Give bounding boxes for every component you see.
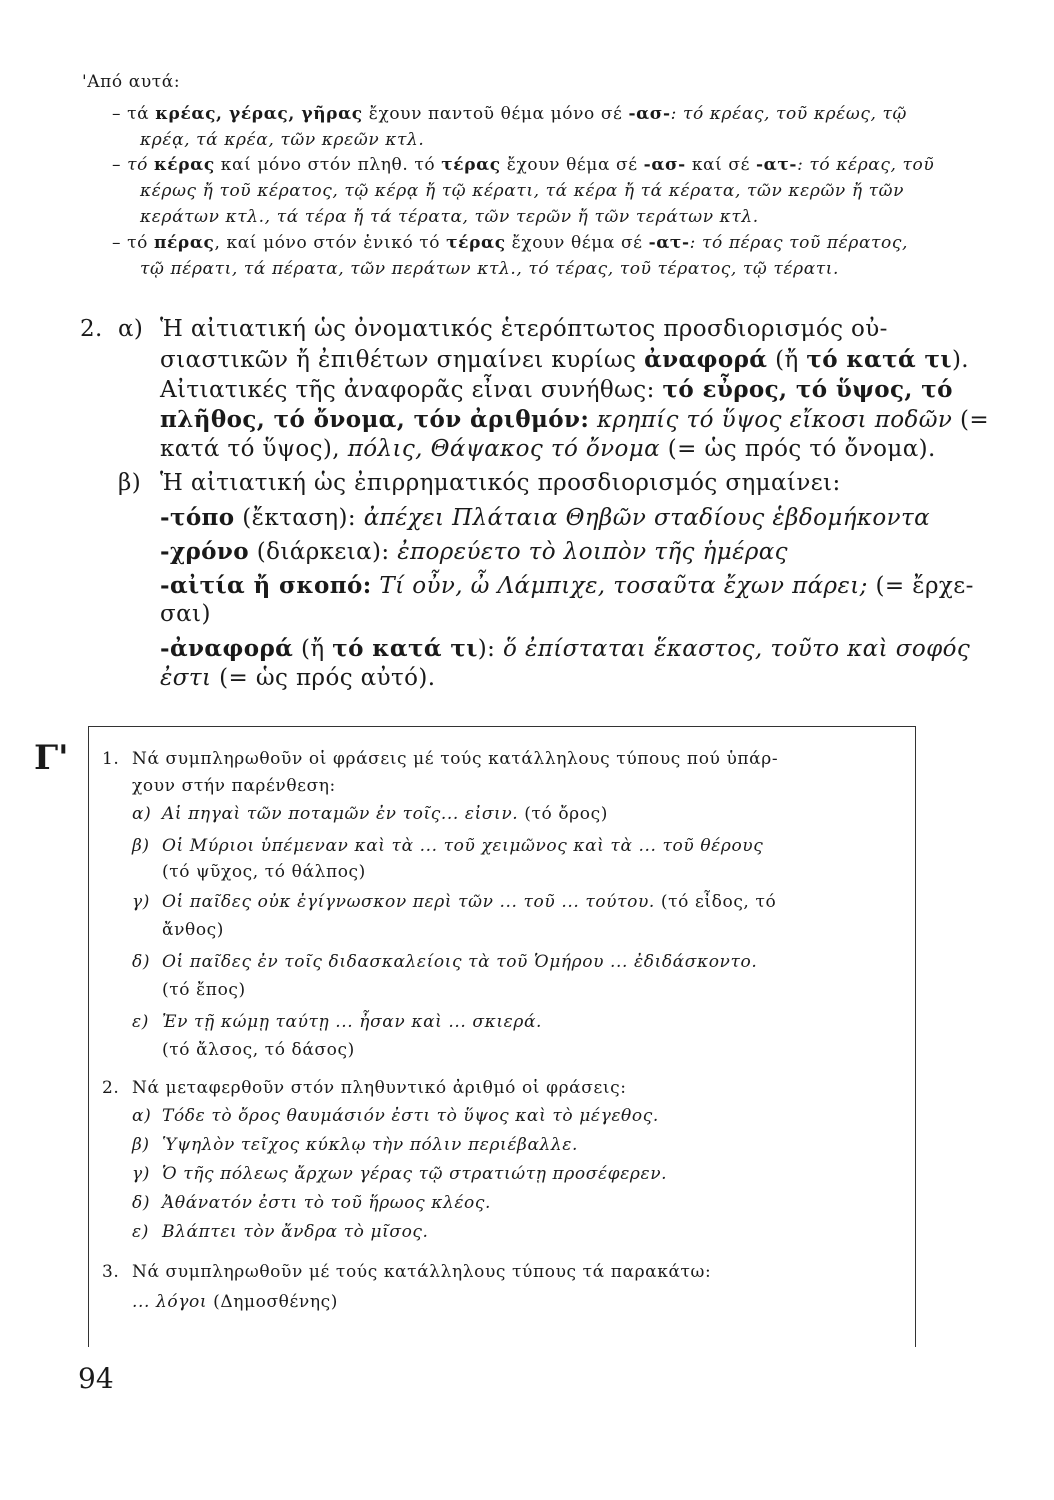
text-run: ... λόγοι [132,1292,214,1312]
text-run: ἀναφορά [644,346,768,373]
text-run: Οἱ παῖδες ἐν τοῖς διδασκαλείοις τὰ τοῦ Ὁμήρου ... ἐδιδάσκοντο. [162,952,758,972]
page-number: 94 [78,1362,114,1395]
text-run: κεράτων κτλ., τά τέρα ἤ τά τέρατα, τῶν τερῶν ἤ τῶν τεράτων κτλ. [140,207,759,227]
text-run: Τόδε τὸ ὄρος θαυμάσιόν ἐστι τὸ ὕψος καὶ τὸ μέγεθος. [162,1106,659,1126]
text-run: τῷ πέρατι, τά πέρατα, τῶν περάτων κτλ., τό τέρας, τοῦ τέρατος, τῷ τέρατι. [140,259,840,279]
exercise-item [162,804,608,824]
item-label: δ) [132,1193,151,1213]
text-run: ἐπορεύετο τὸ λοιπὸν τῆς ἡμέρας [397,539,788,565]
bullet-line [112,155,934,175]
text-run: Βλάπτει τὸν ἄνδρα τὸ μῖσος. [162,1222,429,1242]
text-run: -τόπο [160,504,235,531]
exercise-item [162,1193,491,1213]
text-run: Ὑψηλὸν τεῖχος κύκλῳ τὴν πόλιν περιέβαλλε. [162,1135,579,1155]
text-run: (ἤ [767,347,807,373]
text-run: ἐστι [160,665,212,691]
exercise-number: 3. [102,1262,120,1282]
text-run: , καί μόνο στόν ἑνικό τό [214,233,447,253]
item-label: δ) [132,952,151,972]
text-run: (τό ὄρος) [518,804,608,824]
text-run: πλῆθος, τό ὄνομα, τόν ἀριθμόν: [160,406,590,433]
bullet-line [112,104,907,124]
exercise-number: 1. [102,749,120,769]
text-run: Ἡ αἰτιατική ὡς ἐπιρρηματικός προσδιορισμός σημαίνει: [160,470,841,496]
text-run: (διάρκεια): [249,539,398,565]
text-run: -ἀναφορά [160,635,294,662]
exercise-item [162,980,246,1000]
text-run: -ασ- [643,155,686,175]
text-run: (τό ψῦχος, τό θάλπος) [162,862,366,882]
text-run: Ἐν τῇ κώμῃ ταύτῃ ... ἦσαν καὶ ... σκιερά. [162,1012,543,1032]
text-run: -ατ- [648,233,690,253]
text-run: Νά συμπληρωθοῦν οἱ φράσεις μέ τούς κατάλληλους τύπους πού ὑπάρ- [132,749,779,769]
exercise-line [132,776,336,796]
subsection-label-b: β) [118,470,142,496]
text-run: Ἀθάνατόν ἐστι τὸ τοῦ ἥρωος κλέος. [162,1193,492,1213]
text-run: Νά μεταφερθοῦν στόν πληθυντικό ἀριθμό οἱ φράσεις: [132,1078,627,1098]
exercise-item [132,1292,338,1312]
text-run: (= [952,407,990,433]
text-run: ): [477,636,504,662]
text-run: τό κατά τι [332,635,478,662]
paragraph-line [160,406,989,433]
intro-heading: 'Από αυτά: [82,72,181,92]
text-run: σαι) [160,601,211,627]
bullet-line [140,181,904,201]
section-letter: Γ' [34,738,69,778]
item-label: γ) [132,1164,150,1184]
text-run: ὅ ἐπίσταται ἕκαστος, τοῦτο καὶ σοφός [503,636,971,662]
paragraph-line [160,601,211,627]
exercise-item [162,836,763,856]
paragraph-line [160,572,974,599]
paragraph-line [160,346,969,373]
exercise-item [162,892,776,912]
text-run: (τό ἄλσος, τό δάσος) [162,1040,355,1060]
bullet-line [140,259,839,279]
text-run: πόλις, Θάψακος τό ὄνομα [347,436,661,462]
text-run: (ἔκταση): [234,505,364,531]
bullet-line [140,130,424,150]
text-run: Αἰτιατικές τῆς ἀναφορᾶς εἶναι συνήθως: [160,377,663,403]
exercise-line [132,749,778,769]
text-run: (τό ἔπος) [162,980,246,1000]
bullet-line [112,233,908,253]
text-run: -αἰτία ἤ σκοπό: [160,572,372,599]
paragraph-line [160,376,953,403]
text-run: (ἤ [293,636,333,662]
text-run: – τό [112,155,154,175]
text-run: κατά τό ὕψος), [160,436,348,462]
paragraph-line [160,635,970,662]
text-run: πέρας [153,233,215,253]
text-run: τό κατά τι [806,346,952,373]
text-run: καί μόνο στόν πληθ. τό [214,155,442,175]
paragraph-line [160,504,930,531]
section-number: 2. [80,316,103,342]
paragraph-line [160,538,788,565]
text-run: -ασ- [628,104,671,124]
exercise-item [162,952,757,972]
text-run: Ὁ τῆς πόλεως ἄρχων γέρας τῷ στρατιώτῃ προσέφερεν. [162,1164,668,1184]
text-run: : τό κρέας, τοῦ κρέως, τῷ [670,104,907,124]
item-label: α) [132,1106,152,1126]
text-run: Ἡ αἰτιατική ὡς ὀνοματικός ἑτερόπτωτος προσδιορισμός οὐ- [160,316,888,342]
text-run: σιαστικῶν ἤ ἐπιθέτων σημαίνει κυρίως [160,347,645,373]
exercise-item [162,1012,542,1032]
exercise-item [162,920,224,940]
paragraph-line [160,436,936,462]
text-run: κρέας, γέρας, γῆρας [155,104,363,124]
text-run: ). [951,347,970,373]
text-run: : τό κέρας, τοῦ [797,155,935,175]
exercise-number: 2. [102,1078,120,1098]
text-run: (= ὡς πρός τό ὄνομα). [660,436,936,462]
item-label: ε) [132,1222,149,1242]
item-label: γ) [132,892,150,912]
item-label: β) [132,1135,150,1155]
item-label: β) [132,836,150,856]
paragraph-line [160,470,841,496]
exercise-item [162,1164,667,1184]
text-run: Οἱ Μύριοι ὑπέμεναν καὶ τὰ ... τοῦ χειμῶνος καὶ τὰ ... τοῦ θέρους [162,836,764,856]
text-run: -χρόνο [160,538,250,565]
text-run: κέρως ἤ τοῦ κέρατος, τῷ κέρᾳ ἤ τῷ κέρατι, τά κέρα ἤ τά κέρατα, τῶν κερῶν ἤ τῶν [140,181,905,201]
exercise-item [162,1135,578,1155]
text-run: Νά συμπληρωθοῦν μέ τούς κατάλληλους τύπους τά παρακάτω: [132,1262,712,1282]
text-run: Αἱ πηγαὶ τῶν ποταμῶν ἐν τοῖς... εἰσιν. [162,804,519,824]
text-run: ἔχουν παντοῦ θέμα μόνο σέ [362,104,629,124]
exercise-line [132,1078,627,1098]
paragraph-line [160,316,888,342]
exercise-item [162,1040,355,1060]
text-run: -ατ- [756,155,798,175]
text-run: – τά [112,104,156,124]
item-label: α) [132,804,152,824]
exercise-item [162,1106,659,1126]
text-run: – τό [112,233,154,253]
text-run: κέρας [153,155,215,175]
text-run: τέρας [441,155,501,175]
text-run: : τό πέρας τοῦ πέρατος, [689,233,909,253]
exercise-item [162,862,366,882]
text-run: (τό εἶδος, τό [654,892,777,912]
subsection-label-a: α) [118,316,144,342]
text-run: ἄνθος) [162,920,225,940]
paragraph-line [160,665,435,691]
text-run: κρέᾳ, τά κρέα, τῶν κρεῶν κτλ. [140,130,425,150]
text-run: χουν στήν παρένθεση: [132,776,336,796]
text-run: τό εὖρος, τό ὕψος, τό [662,376,953,403]
text-run: (Δημοσθένης) [213,1292,338,1312]
exercise-line [132,1262,711,1282]
text-run: (= ἔρχε- [867,573,974,599]
bullet-line [140,207,759,227]
text-run: ἀπέχει Πλάταια Θηβῶν σταδίους ἑβδομήκοντα [363,505,931,531]
text-run: καί σέ [685,155,757,175]
exercise-item [162,1222,429,1242]
text-run: ἔχουν θέμα σέ [500,155,644,175]
item-label: ε) [132,1012,149,1032]
text-run: Οἱ παῖδες οὐκ ἐγίγνωσκον περὶ τῶν ... τοῦ ... τούτου. [162,892,655,912]
text-run: τέρας [446,233,506,253]
text-run: Τί οὖν, ὦ Λάμπιχε, τοσαῦτα ἔχων πάρει; [371,573,868,599]
text-run: (= ὡς πρός αὐτό). [211,665,436,691]
text-run: ἔχουν θέμα σέ [505,233,649,253]
text-run: κρηπίς τό ὕψος εἴκοσι ποδῶν [589,407,953,433]
